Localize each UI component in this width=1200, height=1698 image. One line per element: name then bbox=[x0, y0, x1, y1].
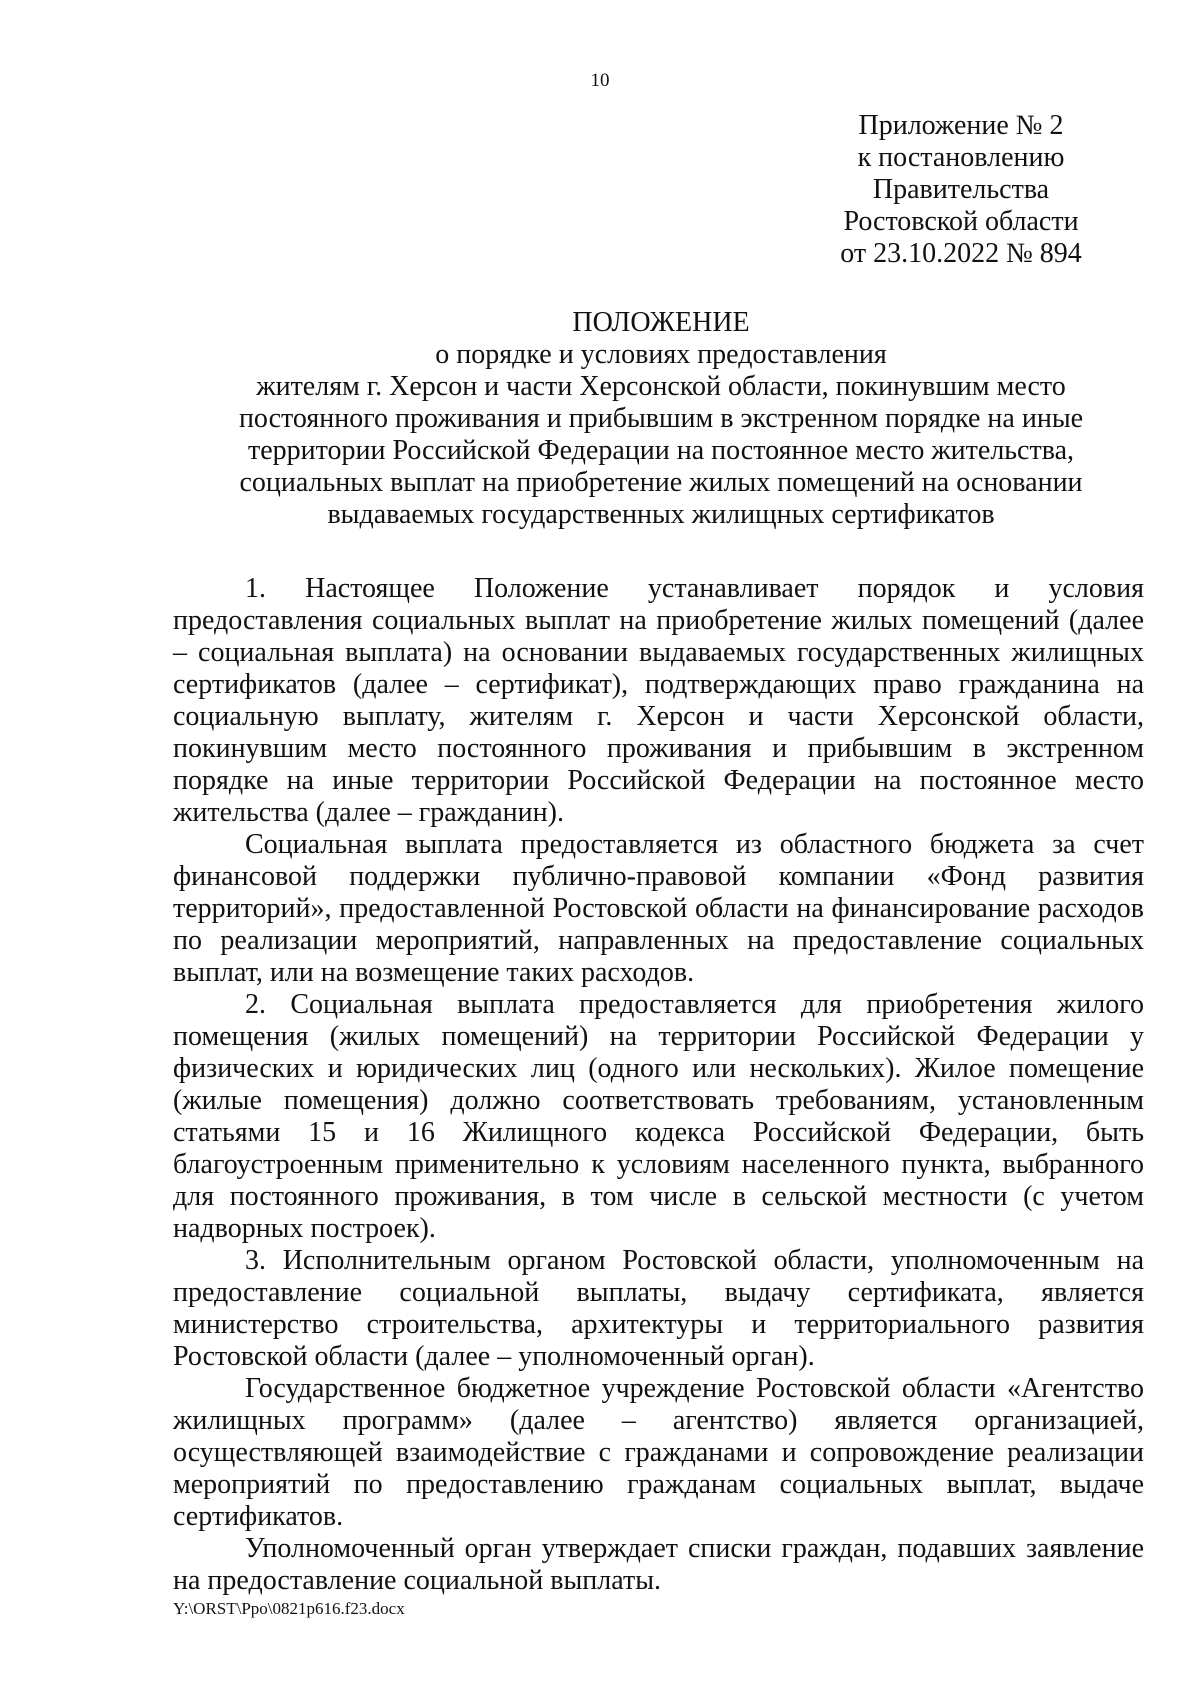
appendix-line: Приложение № 2 bbox=[858, 110, 1064, 141]
paragraph: 3. Исполнительным органом Ростовской области, уполномоченным на предоставление социальной выплаты, выдачу сертификата, является министерство строительства, архитектуры и территориального развития Ростовской области (далее – уполномоченный орган). bbox=[173, 1245, 1144, 1372]
paragraph: Государственное бюджетное учреждение Ростовской области «Агентство жилищных программ» (далее – агентство) является организацией, осуществляющей взаимодействие с гражданами и сопровождение реализации мероприятий по предоставлению гражданам социальных выплат, выдаче сертификатов. bbox=[173, 1373, 1144, 1532]
title-line: социальных выплат на приобретение жилых помещений на основании bbox=[239, 467, 1083, 498]
page-number: 10 bbox=[590, 70, 610, 91]
paragraph: Уполномоченный орган утверждает списки граждан, подавших заявление на предоставление социальной выплаты. bbox=[173, 1533, 1144, 1596]
appendix-line: Правительства bbox=[872, 174, 1050, 205]
title-line: жителям г. Херсон и части Херсонской области, покинувшим место bbox=[256, 371, 1066, 402]
footer-file-path: Y:\ORST\Ppo\0821p616.f23.docx bbox=[173, 1599, 405, 1618]
appendix-line: Ростовской области bbox=[843, 206, 1079, 237]
title-heading: ПОЛОЖЕНИЕ bbox=[572, 307, 750, 338]
paragraph: 2. Социальная выплата предоставляется для приобретения жилого помещения (жилых помещений) на территории Российской Федерации у физических и юридических лиц (одного или нескольких). Жилое помещение (жилые помещения) должно соответствовать требованиям, установленным статьями 15 и 16 Жилищного кодекса Российской Федерации, быть благоустроенным применительно к условиям населенного пункта, выбранного для постоянного проживания, в том числе в сельской местности (с учетом надворных построек). bbox=[173, 989, 1144, 1244]
paragraph: Социальная выплата предоставляется из областного бюджета за счет финансовой поддержки публично-правовой компании «Фонд развития территорий», предоставленной Ростовской области на финансирование расходов по реализации мероприятий, направленных на предоставление социальных выплат, или на возмещение таких расходов. bbox=[173, 829, 1144, 988]
appendix-line: к постановлению bbox=[857, 142, 1065, 173]
title-line: постоянного проживания и прибывшим в экстренном порядке на иные bbox=[238, 403, 1084, 434]
document-title bbox=[140, 307, 1182, 531]
title-line: выдаваемых государственных жилищных сертификатов bbox=[327, 499, 995, 530]
document-body bbox=[173, 573, 1144, 1597]
title-line: территории Российской Федерации на постоянное место жительства, bbox=[248, 435, 1074, 466]
paragraph: 1. Настоящее Положение устанавливает порядок и условия предоставления социальных выплат на приобретение жилых помещений (далее – социальная выплата) на основании выдаваемых государственных жилищных сертификатов (далее – сертификат), подтверждающих право гражданина на социальную выплату, жителям г. Херсон и части Херсонской области, покинувшим место постоянного проживания и прибывшим в экстренном порядке на иные территории Российской Федерации на постоянное место жительства (далее – гражданин). bbox=[173, 573, 1144, 828]
appendix-line: от 23.10.2022 № 894 bbox=[840, 238, 1082, 269]
title-line: о порядке и условиях предоставления bbox=[435, 339, 887, 370]
appendix-reference bbox=[800, 110, 1122, 270]
